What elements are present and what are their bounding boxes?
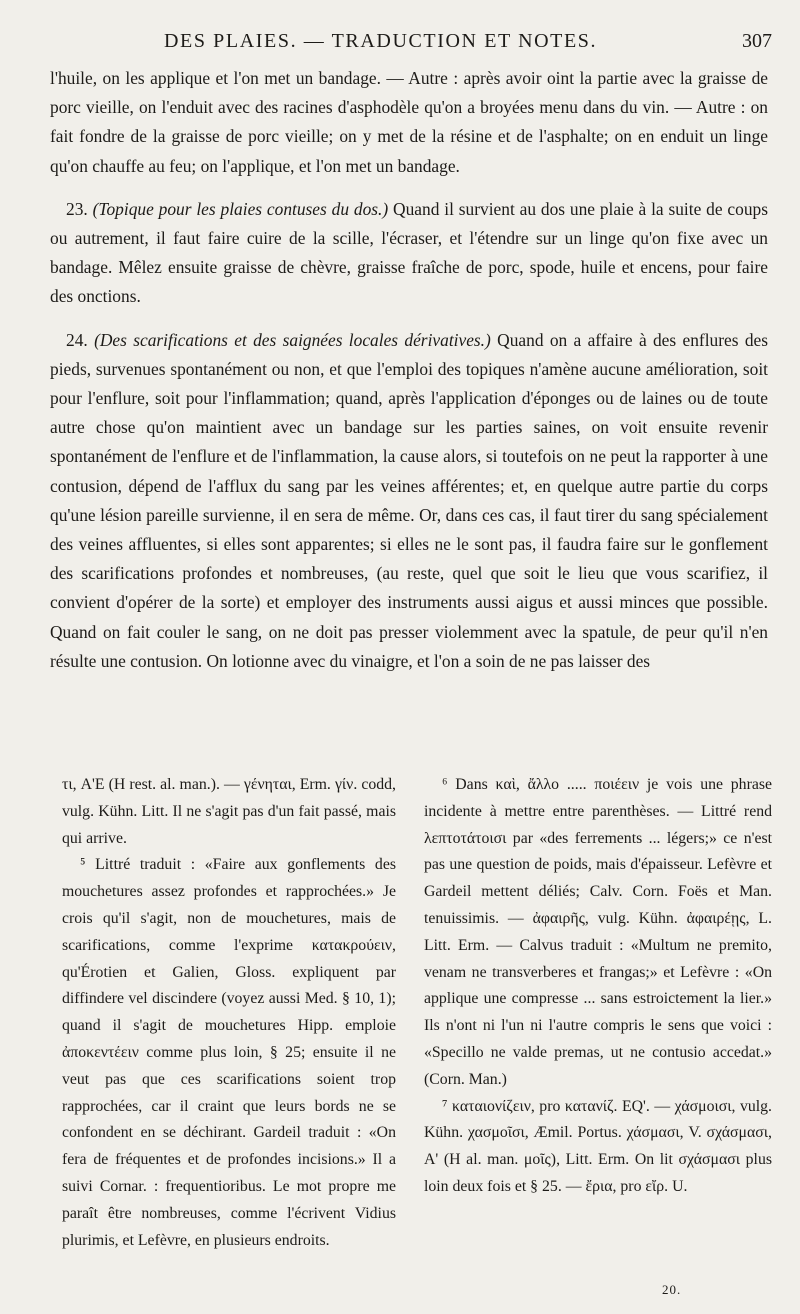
section-text-23: Quand il survient au dos une plaie à la suite de coups ou autrement, il faut faire cuire de la scille, l'écraser, et l'étendre sur un linge qu'on fixe avec un bandage. Mêlez ensuite graisse de chèvre, graisse fraîche de porc, spode, huile et encens, pour faire des onctions. [50,198,768,307]
running-head: DES PLAIES. — TRADUCTION ET NOTES. [164,30,598,52]
footnote-continuation: τι, A'E (H rest. al. man.). — γένηται, Erm. γίν. codd, vulg. Kühn. Litt. Il ne s'agit pas d'un fait passé, mais qui arrive. [62,776,396,847]
page-header [46,30,772,60]
main-text [50,64,768,676]
section-title-23: (Topique pour les plaies contuses du dos.) [92,198,389,219]
section-number-24: 24. [66,329,88,350]
paragraph-23 [50,195,768,312]
section-number-23: 23. [66,198,88,219]
footnotes-right-column [424,772,772,1201]
page-number: 307 [742,30,772,52]
section-text-24: Quand on a affaire à des enflures des pieds, survenues spontanément ou non, et que l'emploi des topiques n'amène aucune amélioration, soit pour l'enflure, soit pour l'inflammation; quand, après l'application d'éponges ou de laines ou de toute autre chose qu'on maintient avec un bandage sur les parties saines, on voit ensuite revenir spontanément de l'enflure et de l'inflammation, la cause alors, si toutefois on ne peut la rapporter à une contusion, dépend de l'afflux du sang par les veines afférentes; et, en quelque autre partie du corps qu'une lésion pareille survienne, il en sera de même. Or, dans ces cas, il faut tirer du sang spécialement des veines affluentes, si elles sont apparentes; si elles ne le sont pas, il faudra faire sur le gonflement des scarifications profondes et nombreuses, (au reste, quel que soit le lieu que vous scarifiez, il convient d'opérer de la sorte) et employer des instruments aussi aigus et aussi minces que possible. Quand on fait couler le sang, on ne doit pas presser violemment avec la spatule, de peur qu'il n'en résulte une contusion. On lotionne avec du vinaigre, et l'on a soin de ne pas laisser des [50,329,768,671]
footnotes-left-column [62,772,396,1254]
signature-mark: 20. [662,1282,682,1297]
section-title-24: (Des scarifications et des saignées locales dérivatives.) [94,329,491,350]
paragraph-continuation: l'huile, on les applique et l'on met un bandage. — Autre : après avoir oint la partie avec la graisse de porc vieille, on l'enduit avec des racines d'asphodèle qu'on a broyées menu dans du vin. — Autre : on fait fondre de la graisse de porc vieille; on y met de la résine et de l'asphalte; on en enduit un linge qu'on chauffe au feu; on l'applique, et l'on met un bandage. [50,68,768,176]
footnote-5: ⁵ Littré traduit : «Faire aux gonflements des mouchetures assez profondes et rapprochées.» Je crois qu'il s'agit, non de mouchetures, mais de scarifications, comme l'exprime κατακρούειν, qu'Érotien et Galien, Gloss. expliquent par diffindere vel discindere (voyez aussi Med. § 10, 1); quand il s'agit de mouchetures Hipp. emploie ἀποκεντέειν comme plus loin, § 25; ensuite il ne veut pas que ces scarifications soient trop rapprochées, car il craint que leurs bords ne se confondent en se déchirant. Gardeil traduit : «On fera de fréquentes et de profondes incisions.» Il a suivi Cornar. : frequentioribus. Le mot propre me paraît être nombreuses, comme l'écrivent Vidius plurimis, et Lefèvre, en plusieurs endroits. [62,856,396,1249]
footnote-7: ⁷ καταιονίζειν, pro κατανίζ. EQ'. — χάσμοισι, vulg. Kühn. χασμοῖσι, Æmil. Portus. χάσμασι, V. σχάσμασι, A' (H al. man. μοῖς), Litt. Erm. On lit σχάσμασι plus loin deux fois et § 25. — ἔρια, pro εἴρ. U. [424,1097,772,1195]
footnote-6: ⁶ Dans καὶ, ἄλλο ..... ποιέειν je vois une phrase incidente à mettre entre parenthèses. — Littré rend λεπτοτάτοισι par «des ferrements ... légers;» ce n'est pas une question de poids, mais d'épaisseur. Lefèvre et Gardeil mettent déliés; Calv. Corn. Foës et Man. tenuissimis. — ἀφαιρῆς, vulg. Kühn. ἀφαιρέῃς, L. Litt. Erm. — Calvus traduit : «Multum ne premito, venam ne transverberes et frangas;» et Lefèvre : «On applique une compresse ... sans estroictement la lier.» Ils n'ont ni l'un ni l'autre compris le sens que voici : «Specillo ne valde premas, ut ne contusio accedat.» (Corn. Man.) [424,776,772,1088]
paragraph-24 [50,326,768,676]
